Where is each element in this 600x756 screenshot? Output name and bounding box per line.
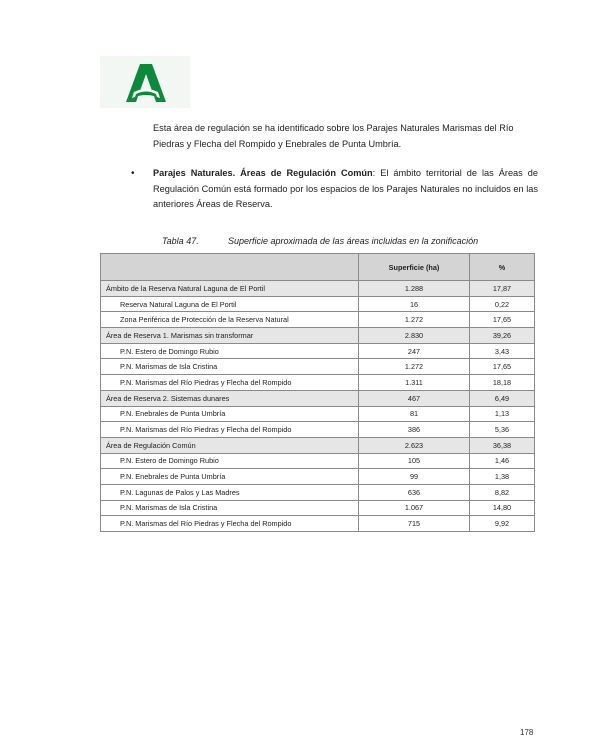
page-number: 178: [520, 728, 534, 737]
row-percent: 1,46: [470, 453, 535, 469]
table-row: [101, 484, 535, 500]
row-surface: 2.830: [359, 328, 470, 344]
row-surface: 1.311: [359, 375, 470, 391]
table-row: [101, 422, 535, 438]
row-label: P.N. Enebrales de Punta Umbría: [101, 469, 359, 485]
row-percent: 14,80: [470, 500, 535, 516]
row-surface: 1.067: [359, 500, 470, 516]
bullet-heading: Parajes Naturales. Áreas de Regulación Común: [153, 168, 373, 178]
row-surface: 247: [359, 343, 470, 359]
row-label: P.N. Marismas del Río Piedras y Flecha del Rompido: [101, 516, 359, 532]
table-group-row: [101, 281, 535, 297]
row-label: P.N. Estero de Domingo Rubio: [101, 453, 359, 469]
row-label: P.N. Lagunas de Palos y Las Madres: [101, 484, 359, 500]
row-percent: 1,38: [470, 469, 535, 485]
row-label: P.N. Marismas del Río Piedras y Flecha del Rompido: [101, 375, 359, 391]
table-row: [101, 516, 535, 532]
table-header-row: [101, 254, 535, 281]
bullet-body: : El ámbito territorial de las Áreas de Regulación Común está formado por los espacios de los Parajes Naturales no incluidos en las anteriores Áreas de Reserva.: [153, 168, 538, 209]
row-surface: 467: [359, 390, 470, 406]
row-label: P.N. Marismas de Isla Cristina: [101, 359, 359, 375]
row-label: P.N. Marismas de Isla Cristina: [101, 500, 359, 516]
row-surface: 636: [359, 484, 470, 500]
table-group-row: [101, 390, 535, 406]
bullet-item: [131, 166, 538, 213]
table-number: Tabla 47.: [162, 236, 199, 246]
intro-paragraph: Esta área de regulación se ha identificado sobre los Parajes Naturales Marismas del Río Piedras y Flecha del Rompido y Enebrales de Punta Umbría.: [153, 123, 514, 149]
header-surface: Superficie (ha): [359, 254, 470, 281]
table-row: [101, 453, 535, 469]
row-percent: 9,92: [470, 516, 535, 532]
header-area: [101, 254, 359, 281]
row-percent: 5,36: [470, 422, 535, 438]
row-percent: 17,65: [470, 359, 535, 375]
row-label: Ámbito de la Reserva Natural Laguna de El Portil: [101, 281, 359, 297]
bullet-icon: •: [131, 168, 135, 179]
row-label: P.N. Enebrales de Punta Umbría: [101, 406, 359, 422]
row-label: Área de Reserva 2. Sistemas dunares: [101, 390, 359, 406]
table-row: [101, 500, 535, 516]
row-percent: 17,87: [470, 281, 535, 297]
bullet-text: [153, 166, 538, 213]
row-percent: 0,22: [470, 296, 535, 312]
table-group-row: [101, 328, 535, 344]
row-surface: 1.272: [359, 359, 470, 375]
row-surface: 99: [359, 469, 470, 485]
zonification-table: [100, 253, 535, 532]
row-label: Zona Periférica de Protección de la Reserva Natural: [101, 312, 359, 328]
row-surface: 81: [359, 406, 470, 422]
row-percent: 6,49: [470, 390, 535, 406]
header-percent: %: [470, 254, 535, 281]
row-label: P.N. Marismas del Río Piedras y Flecha del Rompido: [101, 422, 359, 438]
row-percent: 3,43: [470, 343, 535, 359]
row-percent: 17,65: [470, 312, 535, 328]
table-group-row: [101, 437, 535, 453]
row-percent: 1,13: [470, 406, 535, 422]
row-surface: 1.272: [359, 312, 470, 328]
table-row: [101, 343, 535, 359]
table-row: [101, 296, 535, 312]
table-row: [101, 359, 535, 375]
row-percent: 18,18: [470, 375, 535, 391]
junta-andalucia-logo: [100, 56, 190, 108]
row-label: Área de Regulación Común: [101, 437, 359, 453]
row-percent: 36,38: [470, 437, 535, 453]
row-surface: 16: [359, 296, 470, 312]
table-title: Superficie aproximada de las áreas incluidas en la zonificación: [228, 236, 479, 246]
table-row: [101, 406, 535, 422]
table-row: [101, 469, 535, 485]
row-surface: 2.623: [359, 437, 470, 453]
table-row: [101, 375, 535, 391]
row-label: Área de Reserva 1. Marismas sin transformar: [101, 328, 359, 344]
row-surface: 1.288: [359, 281, 470, 297]
row-surface: 386: [359, 422, 470, 438]
row-label: P.N. Estero de Domingo Rubio: [101, 343, 359, 359]
row-surface: 105: [359, 453, 470, 469]
row-percent: 39,26: [470, 328, 535, 344]
table-row: [101, 312, 535, 328]
row-label: Reserva Natural Laguna de El Portil: [101, 296, 359, 312]
row-percent: 8,82: [470, 484, 535, 500]
row-surface: 715: [359, 516, 470, 532]
